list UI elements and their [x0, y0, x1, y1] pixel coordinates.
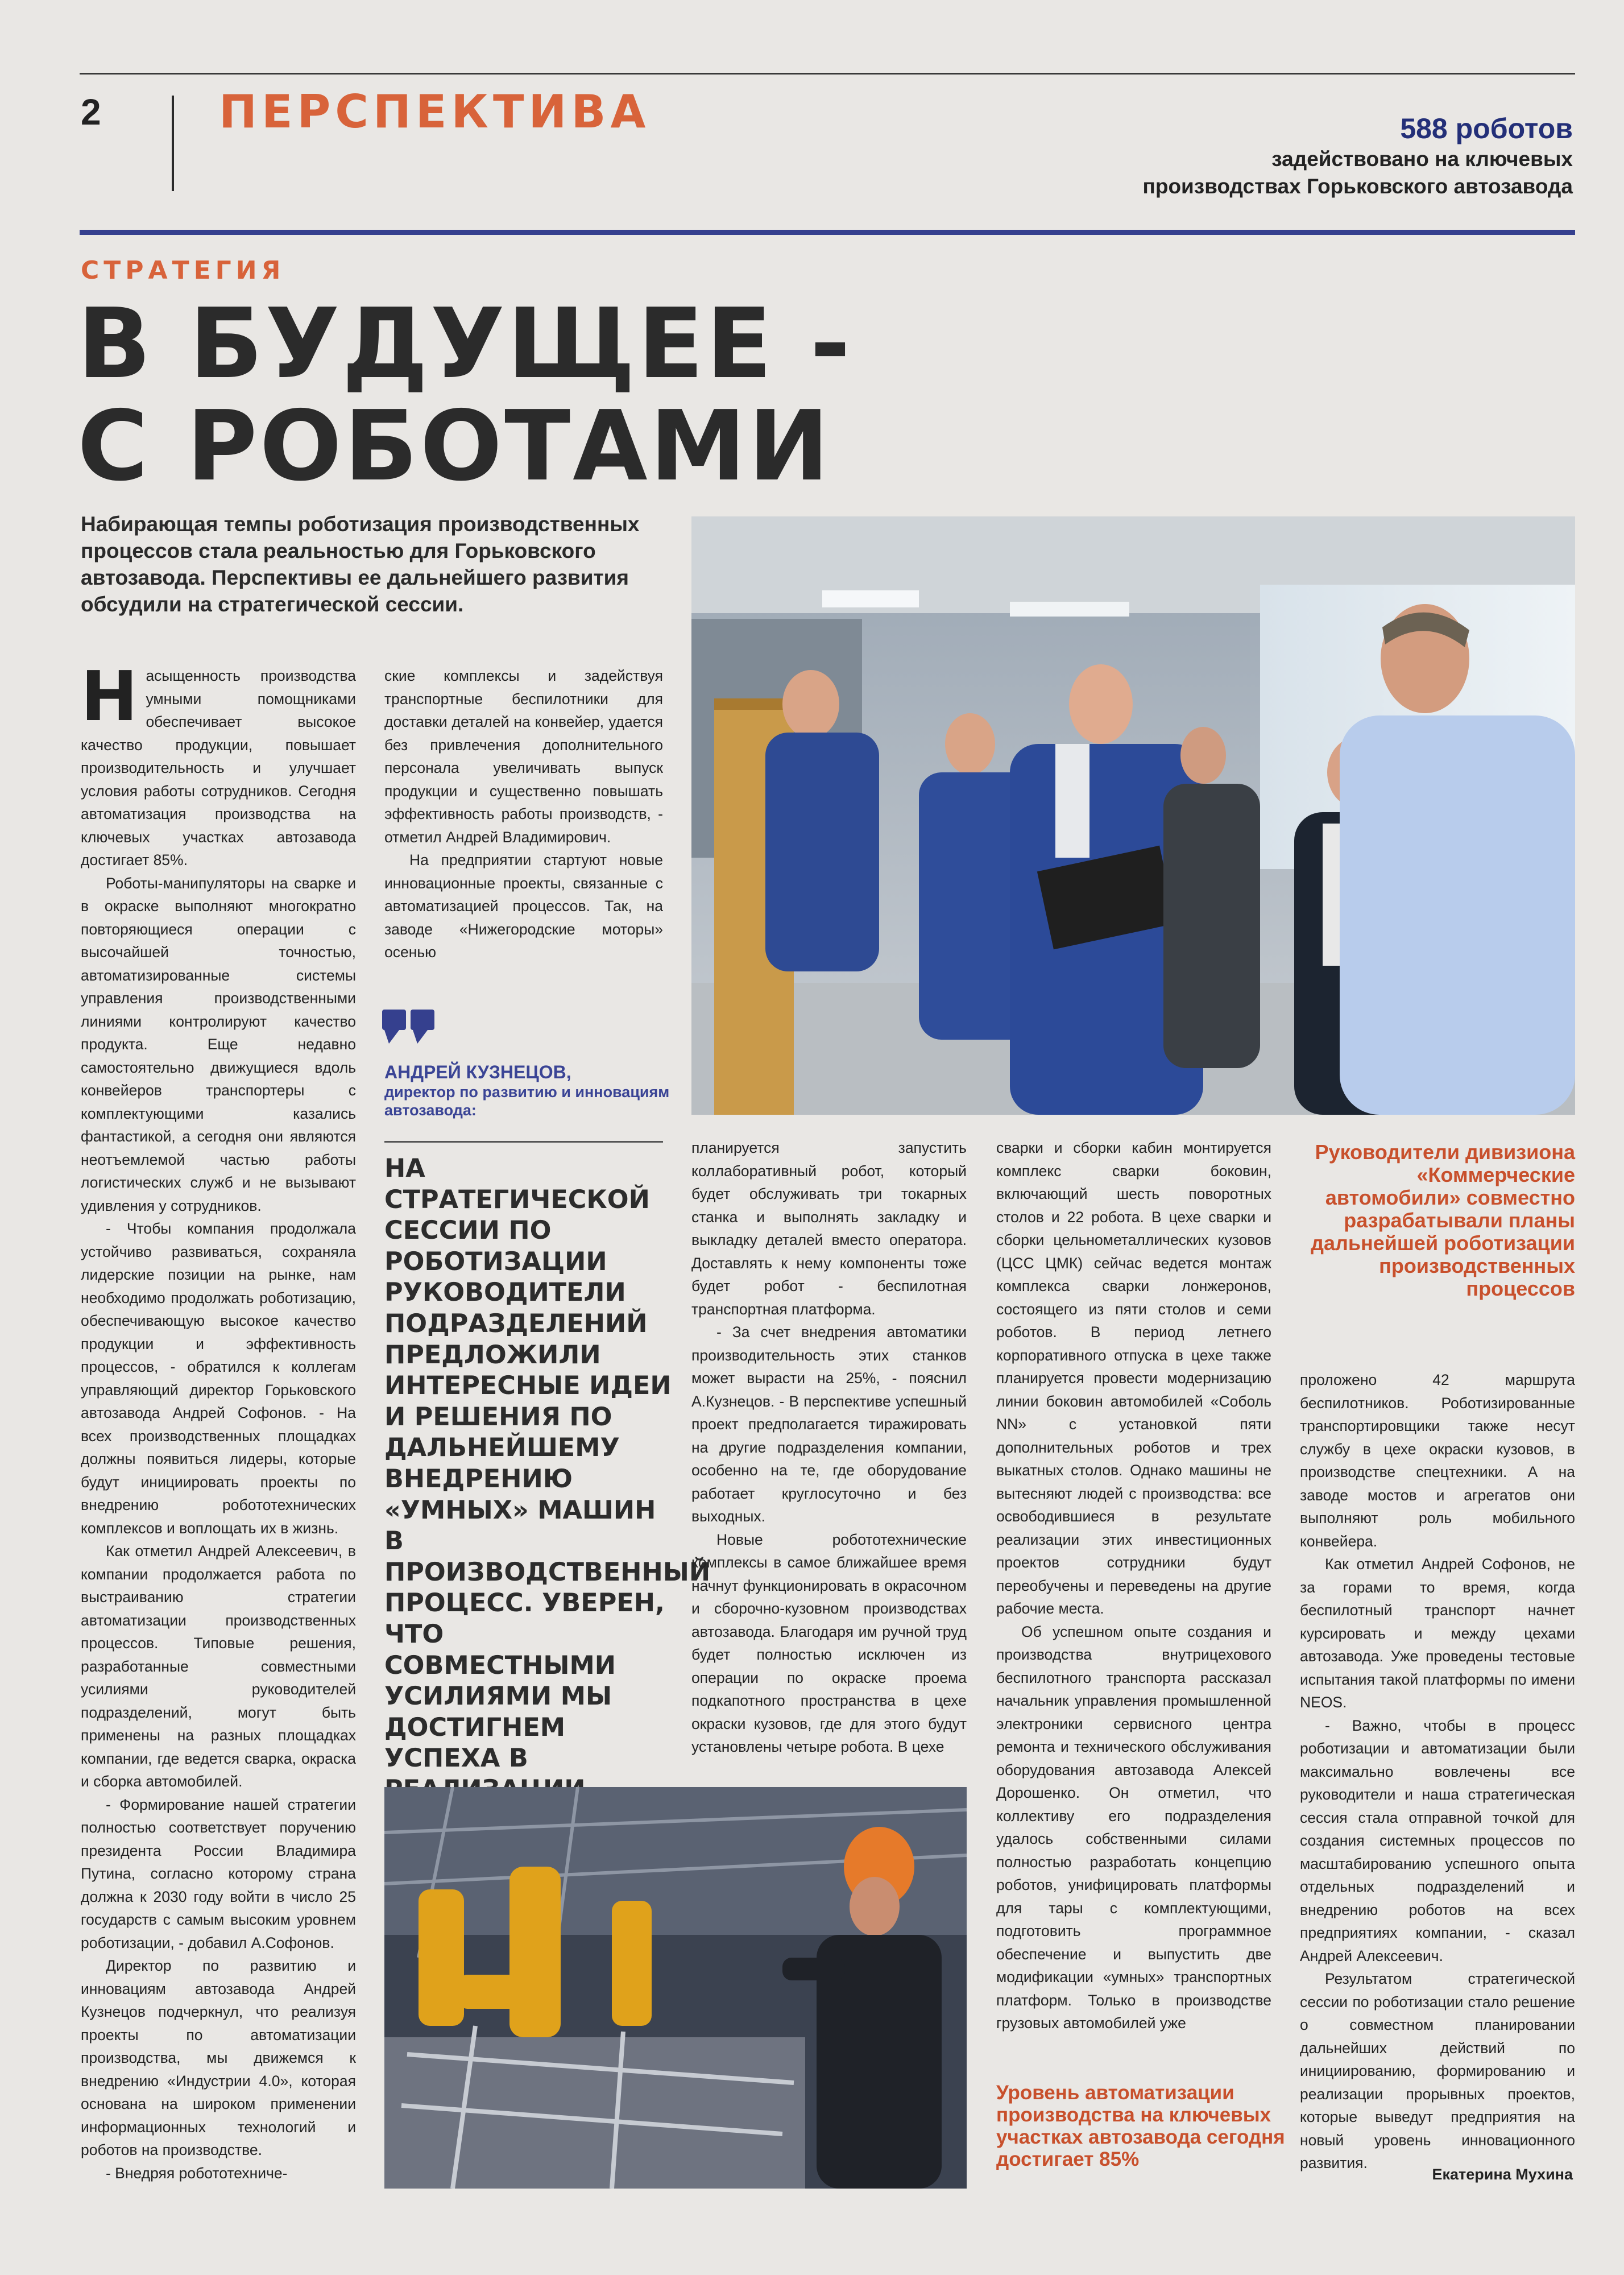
paragraph: - Важно, чтобы в процесс роботизации и автоматизации были максимально вовлечены все руководители и наша стратегическая сессия стала отправной точкой для создания системных процессов по масштабированию успешного опыта отдельных подразделений и внедрению роботов на всех предприятиях компании, - сказал Андрей Алексеевич.	[1300, 1716, 1575, 1964]
headline-line-2: С РОБОТАМИ	[77, 390, 832, 503]
paragraph: Роботы-манипуляторы на сварке и в окраске выполняют многократно повторяющиеся операции с высочайшей точностью, автоматизированные системы управления производственными линиями контролируют качество продукта. Еще недавно самостоятельно движущиеся вдоль конвейеров транспортеры с комплектующими казались фантастикой, а сегодня они являются неотъемлемой частью работы логистических служб и не вызывают удивления у сотрудников.	[81, 874, 356, 1214]
paragraph: Как отметил Андрей Алексеевич, в компании продолжается работа по выстраиванию стратегии автоматизации производственных процессов. Типовые решения, разработанные совместными усилиями руководителей подразделений, могут быть применены на разных площадках компании, где ведется сварка, окраска и сборка автомобилей.	[81, 1542, 356, 1790]
article-author: Екатерина Мухина	[1432, 2166, 1573, 2183]
stat-text-line-2: производствах Горьковского автозавода	[1142, 175, 1573, 198]
article-headline	[77, 288, 873, 503]
paragraph: На предприятии стартуют новые инновационные проекты, связанные с автоматизацией процессов. Так, на заводе «Нижегородские моторы» осенью	[384, 851, 663, 961]
header-blue-rule	[80, 230, 1575, 235]
paragraph: планируется запустить коллаборативный робот, который будет обслуживать три токарных станка и выполнять закладку и выкладку деталей вместо оператора. Доставлять к нему компоненты тоже будет робот - беспилотная транспортная платформа.	[691, 1139, 967, 1318]
paragraph: Результатом стратегической сессии по роботизации стало решение о совместном планировании дальнейших действий по инициированию, формированию и реализации прорывных проектов, которые выведут предприятия на новый уровень инновационного развития.	[1300, 1970, 1575, 2171]
header-divider	[172, 96, 174, 191]
callout-divisions: Руководители дивизиона «Коммерческие автомобили» совместно разрабатывали планы дальнейшей роботизации производственных процессов	[1311, 1140, 1575, 1300]
quote-mark-icon	[382, 1010, 437, 1044]
paragraph: - Чтобы компания продолжала устойчиво развиваться, сохраняла лидерские позиции на рынке, нам необходимо продолжать роботизацию, обеспечивающую высокое качество продукции и эффективность процессов, - обратился к коллегам управляющий директор Горьковского автозавода Андрей Софонов. - На всех производственных площадках должны появиться лидеры, которые будут инициировать проекты по внедрению робототехнических комплексов и воплощать их в жизнь.	[81, 1220, 356, 1537]
drop-cap: Н	[81, 657, 138, 737]
article-lead: Набирающая темпы роботизация производственных процессов стала реальностью для Горьковского автозавода. Перспективы ее дальнейшего развития обсудили на стратегической сессии.	[81, 512, 640, 616]
paragraph: проложено 42 маршрута беспилотников. Роботизированные транспортировщики также несут службу в цехе окраски кузовов, в производстве спецтехники. А на заводе мостов и агрегатов они выполняют роль мобильного конвейера.	[1300, 1371, 1575, 1550]
paragraph: Об успешном опыте создания и производства внутрицехового беспилотного транспорта рассказал начальник управления промышленной электроники сервисного центра ремонта и технического обслуживания оборудования автозавода Алексей Дорошенко. Он отметил, что коллективу его подразделения удалось собственными силами полностью разработать концепцию роботов, унифицировать платформы для тары с комплектующими, подготовить программное обеспечение и выпустить две модификации «умных» транспортных платформ. Только в производстве грузовых автомобилей уже	[996, 1623, 1271, 2032]
header-stat	[1004, 111, 1573, 200]
paragraph: Новые робототехнические комплексы в самое ближайшее время начнут функционировать в окрасочном и сборочно-кузовном производствах автозавода. Благодаря им ручной труд будет полностью исключен из операции по окраске проема подкапотного пространства в цехе окраски кузовов, где для этого будут установлены четыре робота. В цехе	[691, 1531, 967, 1755]
article-column-5	[1300, 1368, 1575, 2175]
paragraph: - Внедряя робототехниче-	[106, 2164, 288, 2182]
stat-text-line-1: задействовано на ключевых	[1271, 147, 1573, 171]
paragraph: - За счет внедрения автоматики производительность этих станков может вырасти на 25%, - пояснил А.Кузнецов. - В перспективе успешный проект предполагается тиражировать на другие подразделения компании, особенно на те, где оборудование работает круглосуточно и без выходных.	[691, 1323, 967, 1525]
paragraph: ские комплексы и задействуя транспортные беспилотники для доставки деталей на конвейер, удается без привлечения дополнительного персонала увеличивать выпуск продукции и существенно повышать эффективность работы производств, - отметил Андрей Владимирович.	[384, 667, 663, 846]
callout-automation: Уровень автоматизации производства на ключевых участках автозавода сегодня достигает 85%	[996, 2082, 1285, 2170]
top-rule	[80, 73, 1575, 75]
quote-author-role: директор по развитию и инновациям автозавода:	[384, 1083, 670, 1119]
stat-number: 588 роботов	[1400, 113, 1573, 144]
article-column-4	[996, 1136, 1271, 2035]
quote-author: АНДРЕЙ КУЗНЕЦОВ,	[384, 1062, 571, 1082]
article-column-3	[691, 1136, 967, 1759]
article-rubric: СТРАТЕГИЯ	[81, 256, 285, 285]
paragraph: Как отметил Андрей Софонов, не за горами то время, когда беспилотный транспорт начнет курсировать и между цехами автозавода. Уже проведены тестовые испытания такой платформы по имени NEOS.	[1300, 1556, 1575, 1711]
paragraph: Директор по развитию и инновациям автозавода Андрей Кузнецов подчеркнул, что реализуя проекты по автоматизации производства, мы движемся к внедрению «Индустрии 4.0», которая основана на широком применении информационных технологий и роботов на производстве.	[81, 1957, 356, 2158]
article-column-1	[81, 657, 356, 2185]
quote-divider	[384, 1141, 663, 1143]
paragraph: сварки и сборки кабин монтируется комплекс сварки боковин, включающий шесть поворотных столов и 22 робота. В цехе сварки и сборки цельнометаллических кузовов (ЦСС ЦМК) сейчас ведется монтаж комплекса сварки лонжеронов, состоящего из пяти столов и семи роботов. В период летнего корпоративного отпуска в цехе также планируется провести модернизацию линии боковин автомобилей «Соболь NN» с установкой пяти дополнительных роботов и трех выкатных столов. Однако машины не вытесняют людей с производства: все освободившиеся в результате реализации этих инвестиционных проектов сотрудники будут переобучены и переведены на другие рабочие места.	[996, 1139, 1271, 1617]
page-number: 2	[81, 92, 101, 133]
strategic-session-photo	[691, 516, 1575, 1115]
factory-robot-photo	[384, 1787, 967, 2189]
quote-text: НА СТРАТЕГИЧЕСКОЙ СЕССИИ ПО РОБОТИЗАЦИИ РУКОВОДИТЕЛИ ПОДРАЗДЕЛЕНИЙ ПРЕДЛОЖИЛИ ИНТЕРЕСНЫЕ ИДЕИ И РЕШЕНИЯ ПО ДАЛЬНЕЙШЕМУ ВНЕДРЕНИЮ «УМНЫХ» МАШИН В ПРОИЗВОДСТВЕННЫЙ ПРОЦЕСС. УВЕРЕН, ЧТО СОВМЕСТНЫМИ УСИЛИЯМИ МЫ ДОСТИГНЕМ УСПЕХА В	[384, 1154, 711, 1773]
paragraph: асыщенность производства умными помощниками обеспечивает высокое качество продукции, повышает производительность и улучшает условия работы сотрудников. Сегодня автоматизация производства на ключевых участках автозавода достигает 85%.	[81, 667, 356, 868]
headline-line-1: В БУДУЩЕЕ -	[77, 288, 853, 400]
section-title: ПЕРСПЕКТИВА	[219, 85, 651, 138]
article-column-2	[384, 664, 663, 964]
paragraph: - Формирование нашей стратегии полностью соответствует поручению президента России Владимира Путина, согласно которому страна должна к 2030 году войти в число 25 государств с самым высоким уровнем роботизации, - добавил А.Софонов.	[81, 1796, 356, 1951]
